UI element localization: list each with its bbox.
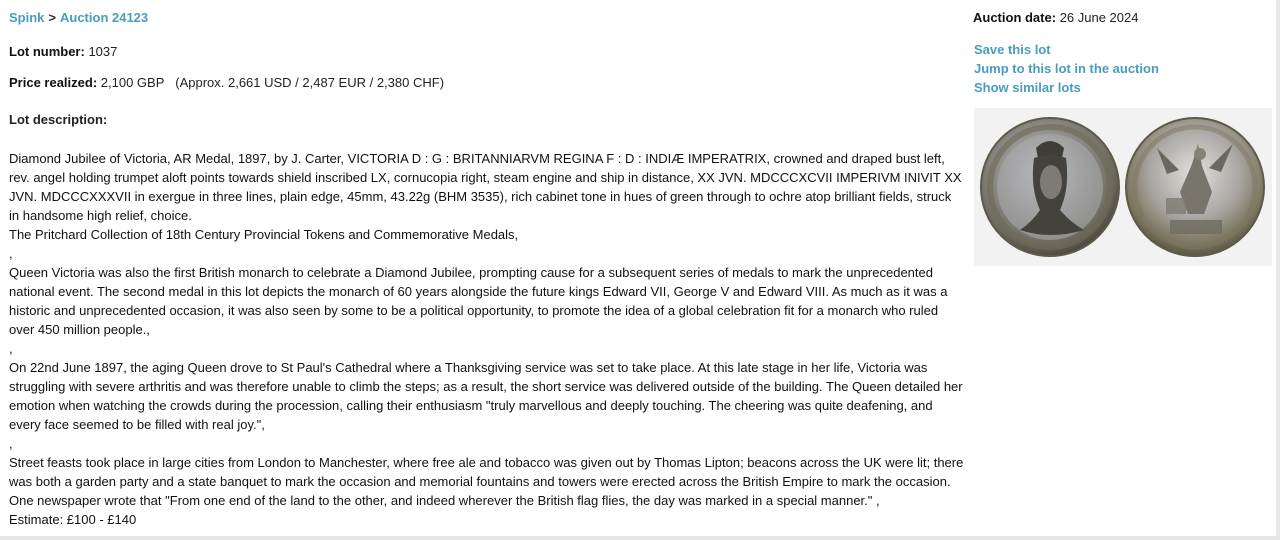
price-value: 2,100 GBP — [100, 75, 165, 90]
lot-number — [9, 44, 117, 59]
auction-date-label: Auction date: — [973, 10, 1057, 25]
breadcrumb-auction-link[interactable]: Auction 24123 — [60, 10, 149, 25]
breadcrumb-separator: > — [48, 10, 56, 25]
lot-image[interactable] — [974, 108, 1272, 266]
estimate: Estimate: £100 - £140 — [9, 512, 137, 527]
lot-description — [9, 149, 964, 529]
similar-lots-link[interactable]: Show similar lots — [974, 80, 1081, 95]
lot-number-label: Lot number: — [9, 44, 85, 59]
auction-date — [973, 10, 1138, 25]
price-label: Price realized: — [9, 75, 98, 90]
price-approx: (Approx. 2,661 USD / 2,487 EUR / 2,380 CHF) — [175, 75, 445, 90]
description-separator: , — [9, 246, 13, 261]
save-lot-link[interactable]: Save this lot — [974, 42, 1051, 57]
description-separator: , — [9, 436, 13, 451]
jump-to-lot-link[interactable]: Jump to this lot in the auction — [974, 61, 1159, 76]
breadcrumb — [9, 10, 148, 25]
lot-number-value: 1037 — [88, 44, 118, 59]
description-paragraph: The Pritchard Collection of 18th Century Provincial Tokens and Commemorative Medals, — [9, 227, 519, 242]
medal-reverse — [1126, 118, 1264, 256]
description-paragraph: Queen Victoria was also the first British monarch to celebrate a Diamond Jubilee, prompting cause for a subsequent series of medals to mark the unprecedented national event. The second medal in this lot depicts the monarch of 60 years alongside the future kings Edward VII, George V and Edward VIII. As much as it was a historic and unprecedented occasion, it was also seen by some to be a political opportunity, to promote the idea of a global celebration fit for a monarch who ruled over 450 million people., — [9, 265, 948, 337]
price-realized — [9, 75, 444, 90]
medal-obverse — [981, 118, 1119, 256]
description-paragraph: On 22nd June 1897, the aging Queen drove to St Paul's Cathedral where a Thanksgiving service was set to take place. At this late stage in her life, Victoria was struggling with severe arthritis and was therefore unable to climb the steps; as a result, the short service was delivered outside of the building. The Queen detailed her emotion when watching the crowds during the procession, calling their enthusiasm "truly marvellous and deeply touching. The cheering was quite deafening, and every face seemed to be filled with real joy.", — [9, 360, 963, 432]
auction-date-value: 26 June 2024 — [1059, 10, 1139, 25]
description-paragraph: Street feasts took place in large cities from London to Manchester, where free ale and tobacco was given out by Thomas Lipton; beacons across the UK were lit; there was both a garden party and a state banquet to mark the occasion and memorial fountains and towers were erected across the British Empire to mark the occasion. One newspaper wrote that "From one end of the land to the other, and indeed wherever the British flag flies, the day was marked in a special manner." , — [9, 455, 964, 508]
medal-image — [974, 108, 1272, 266]
description-label: Lot description: — [9, 112, 108, 127]
lot-actions — [974, 40, 1159, 97]
breadcrumb-house-link[interactable]: Spink — [9, 10, 45, 25]
description-separator: , — [9, 341, 13, 356]
description-paragraph: Diamond Jubilee of Victoria, AR Medal, 1897, by J. Carter, VICTORIA D : G : BRITANNIARVM REGINA F : D : INDIÆ IMPERATRIX, crowned and draped bust left, rev. angel holding trumpet aloft points towards shield inscribed LX, cornucopia right, steam engine and ship in distance, XX JVN. MDCCCXCVII IMPERIVM INIVIT XX JVN. MDCCCXXXVII in exergue in three lines, plain edge, 45mm, 43.22g (BHM 3535), rich cabinet tone in hues of green through to ochre atop brilliant fields, struck in handsome high relief, choice. — [9, 151, 962, 223]
